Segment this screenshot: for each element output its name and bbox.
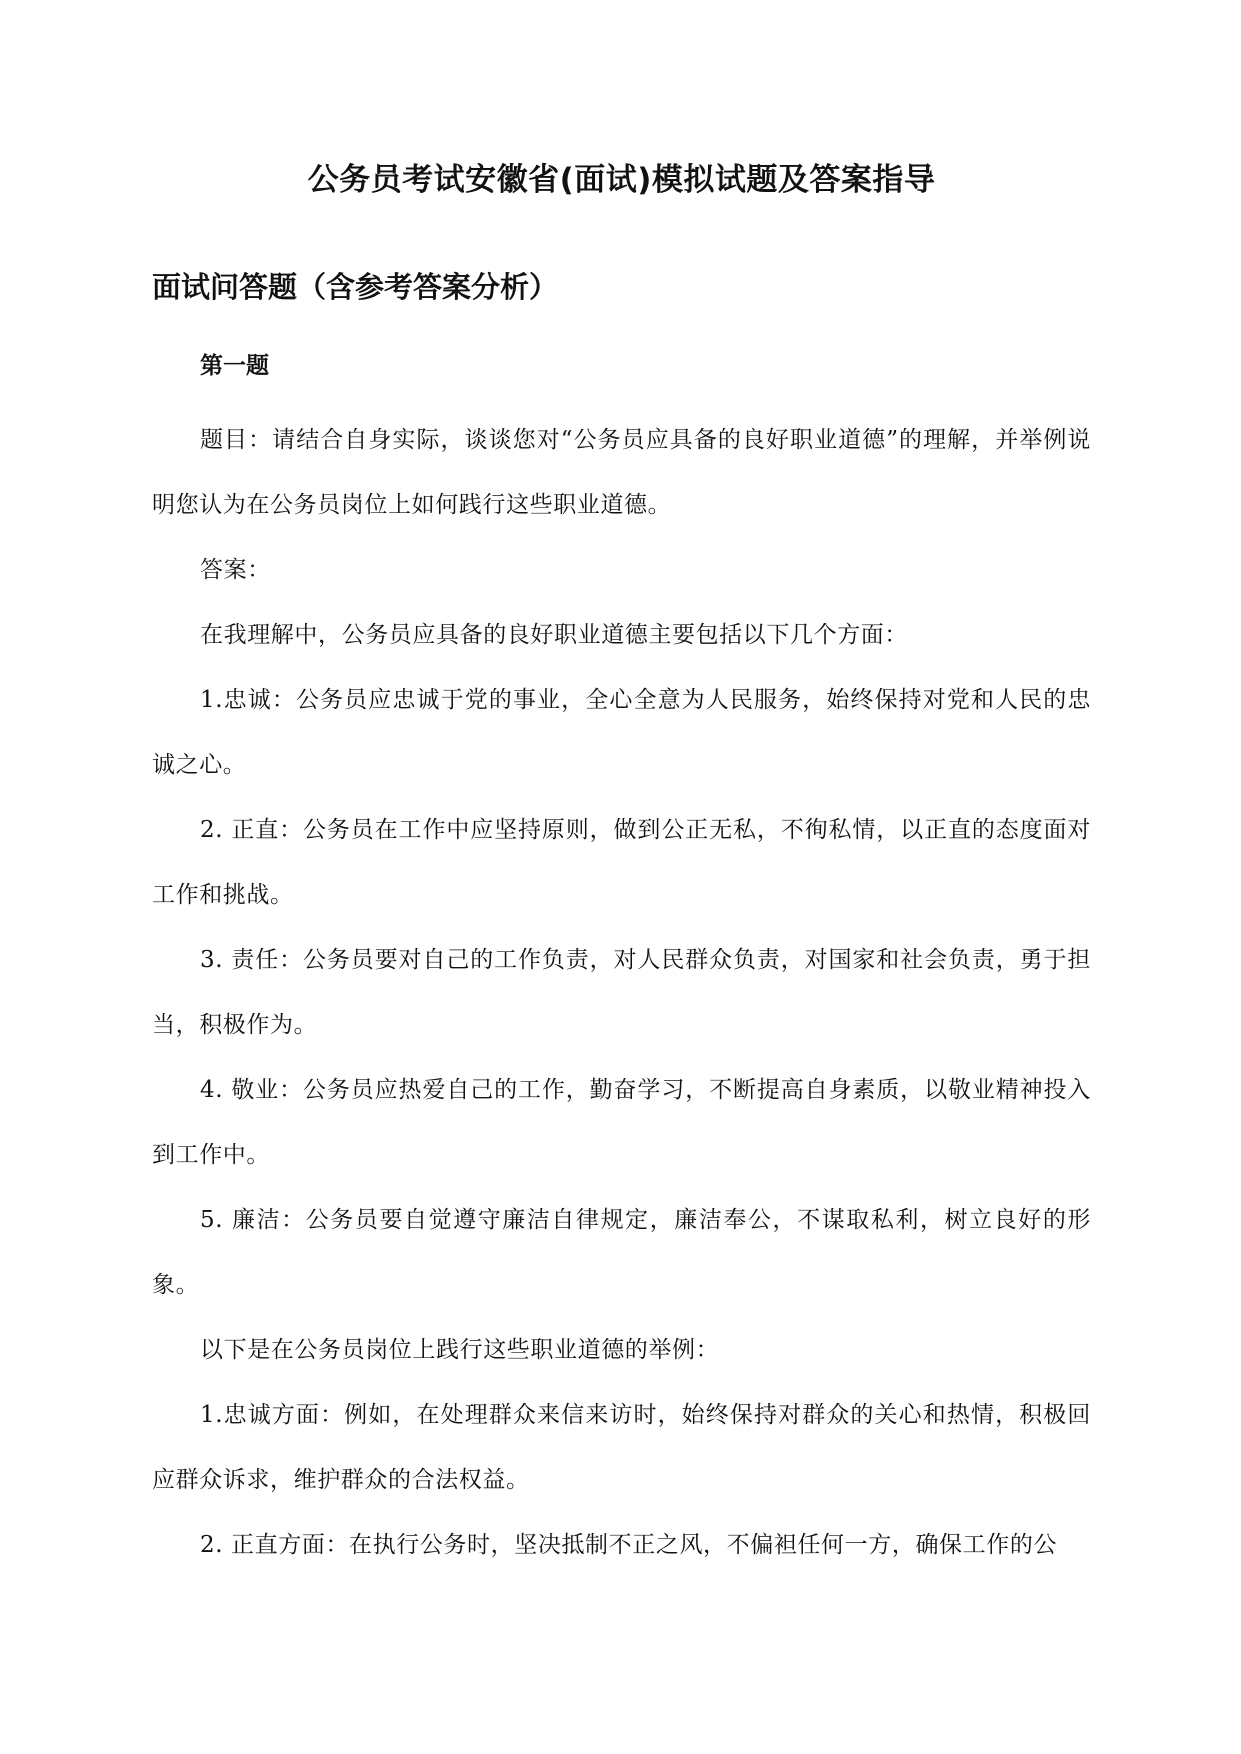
paragraph-example-integrity: 2. 正直方面：在执行公务时，坚决抵制不正之风，不偏袒任何一方，确保工作的公 [200,1532,1058,1558]
paragraph-answer-label: 答案： [200,557,271,583]
paragraph-examples-intro: 以下是在公务员岗位上践行这些职业道德的举例： [200,1337,720,1363]
paragraph-honesty: 5. 廉洁：公务员要自觉遵守廉洁自律规定，廉洁奉公，不谋取私利，树立良好的形象。 [152,1207,1091,1298]
section-heading: 面试问答题（含参考答案分析） [152,270,559,304]
document-title: 公务员考试安徽省(面试)模拟试题及答案指导 [307,162,936,198]
paragraph-loyalty: 1.忠诚：公务员应忠诚于党的事业，全心全意为人民服务，始终保持对党和人民的忠诚之心。 [152,687,1091,778]
paragraph-question: 题目：请结合自身实际，谈谈您对“公务员应具备的良好职业道德”的理解，并举例说明您认为在公务员岗位上如何践行这些职业道德。 [152,427,1091,518]
paragraph-intro: 在我理解中，公务员应具备的良好职业道德主要包括以下几个方面： [200,622,908,648]
paragraph-example-loyalty: 1.忠诚方面：例如，在处理群众来信来访时，始终保持对群众的关心和热情，积极回应群众诉求，维护群众的合法权益。 [152,1402,1091,1493]
document-body [152,346,1091,1578]
paragraph-dedication: 4. 敬业：公务员应热爱自己的工作，勤奋学习，不断提高自身素质，以敬业精神投入到工作中。 [152,1077,1091,1168]
paragraph-integrity: 2. 正直：公务员在工作中应坚持原则，做到公正无私，不徇私情，以正直的态度面对工作和挑战。 [152,817,1091,908]
question-label: 第一题 [200,353,269,379]
paragraph-responsibility: 3. 责任：公务员要对自己的工作负责，对人民群众负责，对国家和社会负责，勇于担当，积极作为。 [152,947,1091,1038]
